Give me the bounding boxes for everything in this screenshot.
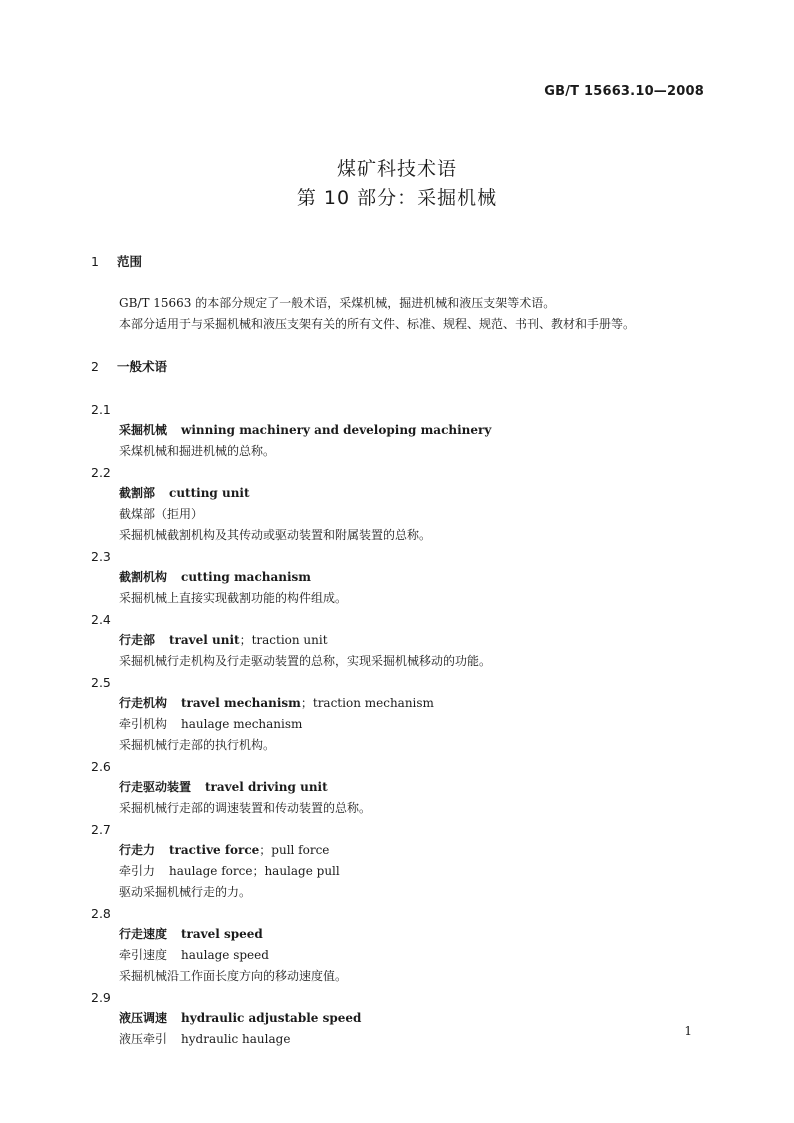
term-line [91,693,711,714]
term-chinese: 行走力 [119,843,156,857]
term-entry-number: 2.6 [91,759,111,774]
term-entry-number: 2.9 [91,990,111,1005]
scope-paragraph: GB/T 15663 的本部分规定了一般术语，采煤机械，掘进机械和液压支架等术语。 [119,296,556,310]
alternate-term-english: haulage mechanism [181,717,303,731]
alternate-term-chinese: 液压牵引 [119,1032,168,1046]
term-line [91,420,711,441]
clause-title: 范围 [117,254,143,269]
alternate-term-line [91,504,711,525]
alternate-term-chinese: 牵引力 [119,864,156,878]
term-english: cutting machanism [181,570,311,584]
term-chinese: 采掘机械 [119,423,168,437]
alternate-term-line [91,945,711,966]
alternate-term-english: hydraulic haulage [181,1032,291,1046]
term-chinese: 截割部 [119,486,156,500]
term-definition: 采掘机械行走部的执行机构。 [119,738,276,752]
term-synonym: ；traction unit [239,633,328,647]
alternate-term-english: haulage force；haulage pull [169,864,340,878]
document-subtitle: 第 10 部分：采掘机械 [296,187,498,209]
term-line [91,924,711,945]
term-entry-number: 2.4 [91,612,111,627]
alternate-term-chinese: 牵引速度 [119,948,168,962]
term-line [91,630,711,651]
scope-paragraph: 本部分适用于与采掘机械和液压支架有关的所有文件、标准、规程、规范、书刊、教材和手册等。 [119,317,636,331]
term-chinese: 行走机构 [119,696,168,710]
term-entry-number: 2.2 [91,465,111,480]
term-english: winning machinery and developing machinery [181,423,492,437]
term-definition: 采掘机械截割机构及其传动或驱动装置和附属装置的总称。 [119,528,432,542]
clause-title: 一般术语 [117,359,168,374]
term-english: tractive force [169,843,260,857]
term-entry-number: 2.7 [91,822,111,837]
term-entry-number: 2.3 [91,549,111,564]
document-title: 煤矿科技术语 [336,158,457,180]
term-line [91,840,711,861]
term-definition: 采掘机械沿工作面长度方向的移动速度值。 [119,969,348,983]
term-entry-number: 2.5 [91,675,111,690]
page-number: 1 [684,1024,692,1038]
term-english: cutting unit [169,486,250,500]
term-english: travel driving unit [205,780,328,794]
term-definition: 采掘机械行走部的调速装置和传动装置的总称。 [119,801,372,815]
clause-heading-scope [91,251,711,272]
term-entry-number: 2.8 [91,906,111,921]
alternate-term-english: haulage speed [181,948,269,962]
term-line [91,777,711,798]
standard-number: GB/T 15663.10—2008 [544,84,704,99]
alternate-term-line [91,861,711,882]
clause-number: 2 [91,359,99,374]
term-definition: 驱动采掘机械行走的力。 [119,885,252,899]
term-definition: 采掘机械上直接实现截割功能的构件组成。 [119,591,348,605]
term-chinese: 行走速度 [119,927,168,941]
term-english: hydraulic adjustable speed [181,1011,362,1025]
alternate-term-chinese: 截煤部（拒用） [119,507,204,521]
term-definition: 采煤机械和掘进机械的总称。 [119,444,276,458]
term-chinese: 行走部 [119,633,156,647]
term-english: travel mechanism [181,696,301,710]
term-chinese: 行走驱动装置 [119,780,192,794]
document-body [91,251,711,1050]
term-definition: 采掘机械行走机构及行走驱动装置的总称，实现采掘机械移动的功能。 [119,654,492,668]
term-line [91,483,711,504]
alternate-term-chinese: 牵引机构 [119,717,168,731]
clause-number: 1 [91,254,99,269]
term-entry-number: 2.1 [91,402,111,417]
alternate-term-line [91,714,711,735]
term-english: travel unit [169,633,240,647]
term-line [91,1008,711,1029]
term-synonym: ；pull force [259,843,330,857]
term-english: travel speed [181,927,263,941]
alternate-term-line [91,1029,711,1050]
clause-heading-general-terms [91,356,711,377]
term-synonym: ；traction mechanism [300,696,434,710]
term-line [91,567,711,588]
term-chinese: 截割机构 [119,570,168,584]
term-chinese: 液压调速 [119,1011,168,1025]
term-entries [91,399,711,1050]
